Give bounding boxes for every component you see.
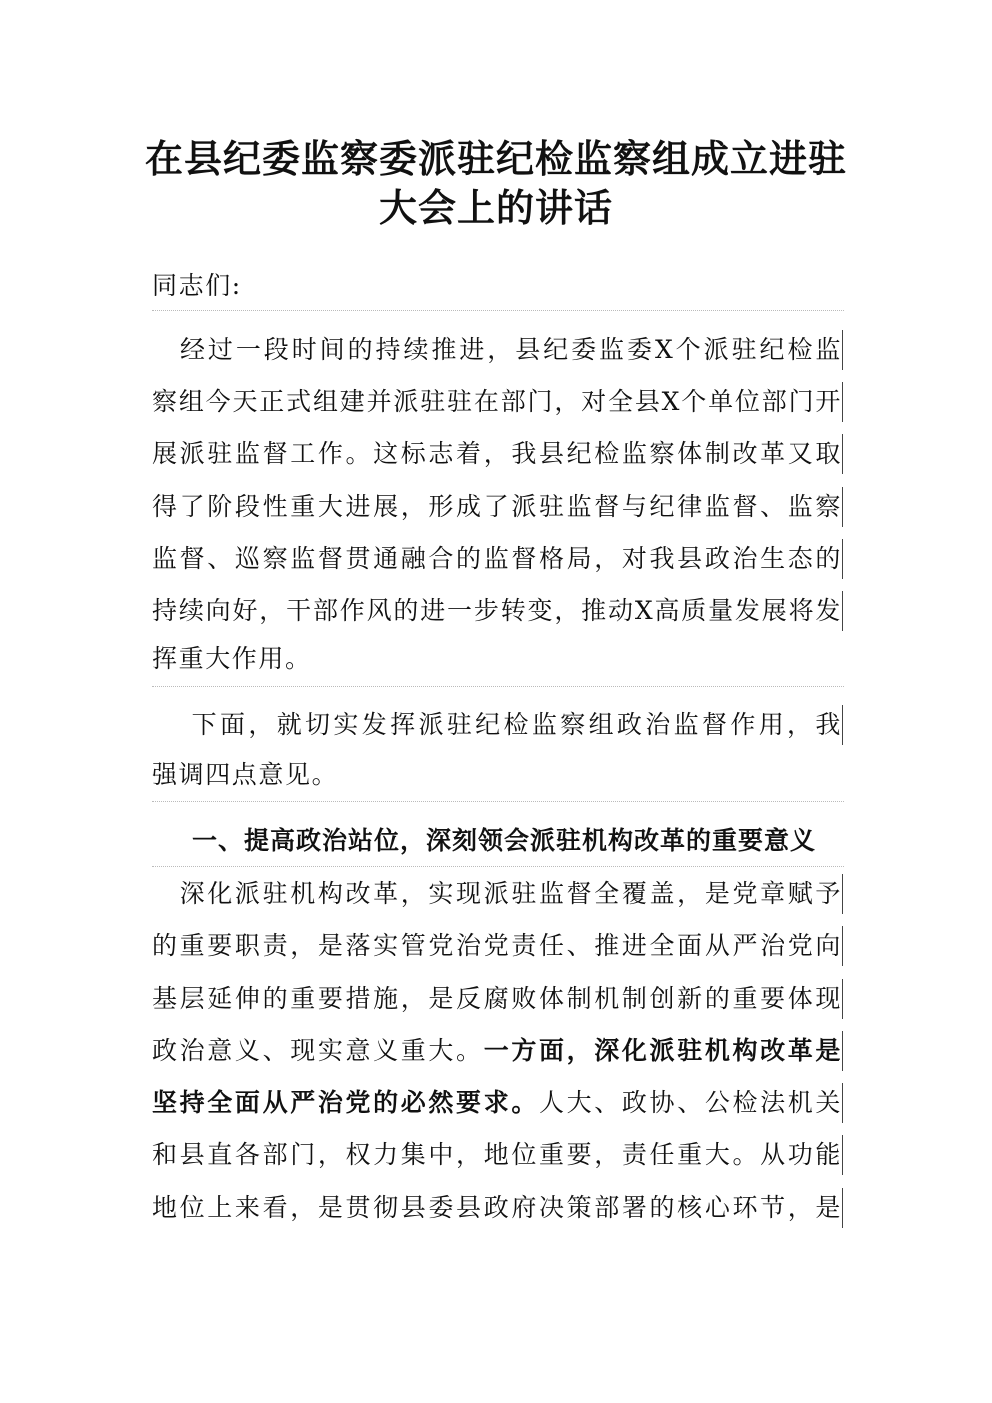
paragraph-separator [152, 310, 844, 311]
document-title-line-2: 大会上的讲话 [378, 185, 613, 230]
paragraph-3-line: 基层延伸的重要措施，是反腐败体制机制创新的重要体现 [152, 979, 843, 1019]
document-title-line-1: 在县纪委监察委派驻纪检监察组成立进驻 [144, 136, 847, 181]
paragraph-2-last-line: 强调四点意见。 [152, 760, 339, 789]
paragraph-1-last-line: 挥重大作用。 [152, 644, 312, 673]
paragraph-1-line: 监督、巡察监督贯通融合的监督格局，对我县政治生态的 [152, 539, 843, 579]
paragraph-1-line: 展派驻监督工作。这标志着，我县纪检监察体制改革又取 [152, 434, 843, 474]
paragraph-3-line-mixed [152, 1083, 843, 1123]
paragraph-1-line: 经过一段时间的持续推进，县纪委监委X个派驻纪检监 [152, 330, 843, 370]
paragraph-2-line: 下面，就切实发挥派驻纪检监察组政治监督作用，我 [152, 705, 843, 745]
section-1-heading: 一、提高政治站位，深刻领会派驻机构改革的重要意义 [192, 826, 817, 855]
paragraph-separator [152, 686, 844, 687]
paragraph-1-line: 持续向好，干部作风的进一步转变，推动X高质量发展将发 [152, 591, 843, 631]
paragraph-3-line: 深化派驻机构改革，实现派驻监督全覆盖，是党章赋予 [152, 874, 843, 914]
paragraph-separator [152, 866, 844, 867]
paragraph-3-line-mixed [152, 1031, 843, 1071]
paragraph-separator [152, 801, 844, 802]
salutation: 同志们: [152, 271, 242, 300]
paragraph-3-line: 的重要职责，是落实管党治党责任、推进全面从严治党向 [152, 926, 843, 966]
paragraph-3-normal-text: 政治意义、现实意义重大。 [152, 1036, 484, 1065]
paragraph-3-bold-text: 一方面，深化派驻机构改革是 [483, 1036, 842, 1065]
paragraph-3-bold-text: 坚持全面从严治党的必然要求。 [152, 1088, 539, 1117]
paragraph-3-normal-text: 人大、政协、公检法机关 [538, 1088, 842, 1117]
paragraph-1-line: 得了阶段性重大进展，形成了派驻监督与纪律监督、监察 [152, 487, 843, 527]
paragraph-3-line: 地位上来看，是贯彻县委县政府决策部署的核心环节，是 [152, 1188, 843, 1228]
paragraph-1-line: 察组今天正式组建并派驻驻在部门，对全县X个单位部门开 [152, 382, 843, 422]
paragraph-3-line: 和县直各部门，权力集中，地位重要，责任重大。从功能 [152, 1135, 843, 1175]
